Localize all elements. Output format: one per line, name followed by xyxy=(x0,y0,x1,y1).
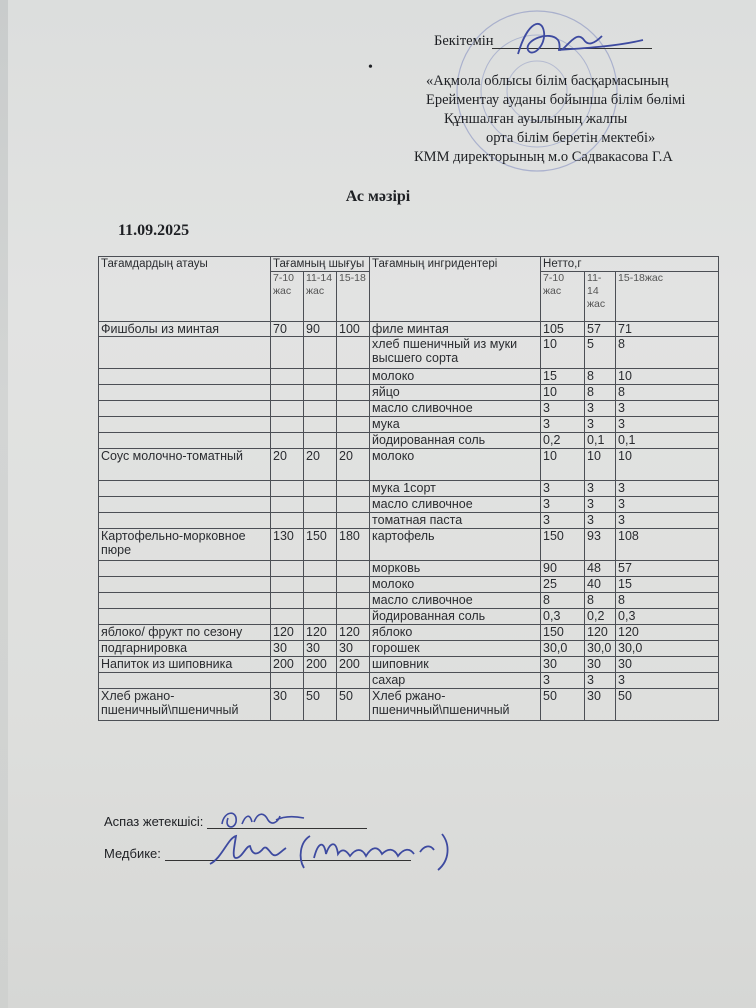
netto-11-14-cell: 8 xyxy=(585,593,616,609)
netto-15-18-cell: 30,0 xyxy=(616,641,719,657)
table-row xyxy=(99,433,719,449)
approval-line-5: КММ директорының м.о Садвакасова Г.А xyxy=(414,149,673,165)
netto-11-14-cell: 40 xyxy=(585,577,616,593)
yield-11-14-cell xyxy=(304,593,337,609)
netto-11-14-cell: 3 xyxy=(585,481,616,497)
yield-7-10-cell: 70 xyxy=(271,322,304,337)
yield-7-10-cell xyxy=(271,385,304,401)
netto-11-14-cell: 5 xyxy=(585,337,616,369)
netto-7-10-cell: 10 xyxy=(541,337,585,369)
netto-11-14-cell: 10 xyxy=(585,449,616,481)
stray-dot: • xyxy=(368,60,373,75)
header-dish: Тағамдардың атауы xyxy=(99,257,271,322)
dish-name-cell: Напиток из шиповника xyxy=(99,657,271,673)
dish-name-cell xyxy=(99,401,271,417)
yield-15-18-cell xyxy=(337,593,370,609)
table-row xyxy=(99,449,719,481)
yield-15-18-cell: 20 xyxy=(337,449,370,481)
ingredient-cell: сахар xyxy=(370,673,541,689)
yield-15-18-cell xyxy=(337,497,370,513)
table-row xyxy=(99,481,719,497)
netto-15-18-cell: 8 xyxy=(616,593,719,609)
header-netto: Нетто,г xyxy=(541,257,719,272)
yield-7-10-cell xyxy=(271,481,304,497)
yield-11-14-cell xyxy=(304,609,337,625)
yield-11-14-cell: 30 xyxy=(304,641,337,657)
yield-7-10-cell xyxy=(271,561,304,577)
yield-15-18-cell xyxy=(337,577,370,593)
ingredient-cell: масло сливочное xyxy=(370,497,541,513)
netto-7-10-cell: 150 xyxy=(541,529,585,561)
yield-7-10-cell: 120 xyxy=(271,625,304,641)
dish-name-cell: подгарнировка xyxy=(99,641,271,657)
dish-name-cell xyxy=(99,577,271,593)
yield-15-18-cell xyxy=(337,673,370,689)
netto-15-18-cell: 108 xyxy=(616,529,719,561)
ingredient-cell: мука 1сорт xyxy=(370,481,541,497)
netto-11-14-cell: 30,0 xyxy=(585,641,616,657)
yield-7-10-cell xyxy=(271,577,304,593)
yield-age-11-14: 11-14 жас xyxy=(304,272,337,322)
menu-table xyxy=(98,256,719,721)
yield-7-10-cell xyxy=(271,369,304,385)
dish-name-cell xyxy=(99,513,271,529)
ingredient-cell: горошек xyxy=(370,641,541,657)
table-row xyxy=(99,625,719,641)
netto-15-18-cell: 0,1 xyxy=(616,433,719,449)
yield-11-14-cell: 150 xyxy=(304,529,337,561)
approval-line-3: Құншалған ауылының жалпы xyxy=(444,111,628,127)
netto-15-18-cell: 3 xyxy=(616,497,719,513)
approval-line-4: орта білім беретін мектебі» xyxy=(486,130,656,146)
yield-11-14-cell xyxy=(304,561,337,577)
dish-name-cell xyxy=(99,369,271,385)
ingredient-cell: молоко xyxy=(370,369,541,385)
netto-7-10-cell: 3 xyxy=(541,401,585,417)
netto-11-14-cell: 93 xyxy=(585,529,616,561)
netto-15-18-cell: 50 xyxy=(616,689,719,721)
netto-11-14-cell: 8 xyxy=(585,385,616,401)
dish-name-cell xyxy=(99,385,271,401)
yield-11-14-cell xyxy=(304,401,337,417)
approval-line-1: «Ақмола облысы білім басқармасының xyxy=(426,73,669,89)
netto-15-18-cell: 10 xyxy=(616,449,719,481)
yield-15-18-cell xyxy=(337,609,370,625)
yield-11-14-cell: 200 xyxy=(304,657,337,673)
yield-11-14-cell: 50 xyxy=(304,689,337,721)
ingredient-cell: масло сливочное xyxy=(370,593,541,609)
netto-11-14-cell: 3 xyxy=(585,513,616,529)
netto-age-15-18: 15-18жас xyxy=(616,272,719,322)
table-row xyxy=(99,657,719,673)
netto-11-14-cell: 0,1 xyxy=(585,433,616,449)
netto-7-10-cell: 10 xyxy=(541,385,585,401)
yield-11-14-cell xyxy=(304,337,337,369)
yield-7-10-cell xyxy=(271,401,304,417)
dish-name-cell xyxy=(99,609,271,625)
netto-11-14-cell: 30 xyxy=(585,657,616,673)
netto-age-7-10: 7-10 жас xyxy=(541,272,585,322)
netto-7-10-cell: 30,0 xyxy=(541,641,585,657)
netto-15-18-cell: 3 xyxy=(616,417,719,433)
yield-7-10-cell xyxy=(271,417,304,433)
netto-age-11-14: 11-14 жас xyxy=(585,272,616,322)
netto-11-14-cell: 120 xyxy=(585,625,616,641)
yield-11-14-cell xyxy=(304,481,337,497)
yield-15-18-cell xyxy=(337,401,370,417)
ingredient-cell: яйцо xyxy=(370,385,541,401)
dish-name-cell xyxy=(99,481,271,497)
netto-7-10-cell: 50 xyxy=(541,689,585,721)
dish-name-cell xyxy=(99,417,271,433)
netto-7-10-cell: 25 xyxy=(541,577,585,593)
ingredient-cell: масло сливочное xyxy=(370,401,541,417)
dish-name-cell xyxy=(99,593,271,609)
netto-7-10-cell: 3 xyxy=(541,497,585,513)
ingredient-cell: шиповник xyxy=(370,657,541,673)
netto-7-10-cell: 0,3 xyxy=(541,609,585,625)
netto-7-10-cell: 3 xyxy=(541,481,585,497)
netto-15-18-cell: 3 xyxy=(616,513,719,529)
table-row xyxy=(99,337,719,369)
table-row xyxy=(99,369,719,385)
yield-11-14-cell xyxy=(304,497,337,513)
netto-11-14-cell: 57 xyxy=(585,322,616,337)
dish-name-cell xyxy=(99,433,271,449)
yield-7-10-cell xyxy=(271,673,304,689)
table-row xyxy=(99,641,719,657)
table-row xyxy=(99,513,719,529)
netto-7-10-cell: 0,2 xyxy=(541,433,585,449)
table-row xyxy=(99,529,719,561)
netto-11-14-cell: 8 xyxy=(585,369,616,385)
yield-11-14-cell xyxy=(304,673,337,689)
yield-15-18-cell xyxy=(337,561,370,577)
yield-7-10-cell xyxy=(271,337,304,369)
yield-11-14-cell xyxy=(304,577,337,593)
yield-15-18-cell xyxy=(337,385,370,401)
table-row xyxy=(99,385,719,401)
yield-11-14-cell xyxy=(304,433,337,449)
ingredient-cell: филе минтая xyxy=(370,322,541,337)
chef-label: Аспаз жетекшісі: xyxy=(104,814,204,829)
yield-7-10-cell xyxy=(271,609,304,625)
ingredient-cell: Хлеб ржано-пшеничный\пшеничный xyxy=(370,689,541,721)
menu-date: 11.09.2025 xyxy=(118,222,190,239)
table-row xyxy=(99,322,719,337)
netto-15-18-cell: 30 xyxy=(616,657,719,673)
netto-11-14-cell: 3 xyxy=(585,497,616,513)
yield-11-14-cell xyxy=(304,385,337,401)
yield-age-7-10: 7-10 жас xyxy=(271,272,304,322)
yield-11-14-cell: 120 xyxy=(304,625,337,641)
dish-name-cell xyxy=(99,673,271,689)
yield-7-10-cell: 30 xyxy=(271,641,304,657)
ingredient-cell: йодированная соль xyxy=(370,433,541,449)
page-title: Ас мәзірі xyxy=(345,188,411,205)
yield-7-10-cell xyxy=(271,433,304,449)
netto-15-18-cell: 10 xyxy=(616,369,719,385)
yield-11-14-cell: 20 xyxy=(304,449,337,481)
yield-15-18-cell: 200 xyxy=(337,657,370,673)
nurse-signature-icon xyxy=(206,828,456,874)
yield-15-18-cell: 120 xyxy=(337,625,370,641)
yield-11-14-cell xyxy=(304,513,337,529)
yield-11-14-cell xyxy=(304,369,337,385)
yield-15-18-cell xyxy=(337,417,370,433)
ingredient-cell: йодированная соль xyxy=(370,609,541,625)
table-row xyxy=(99,401,719,417)
netto-7-10-cell: 3 xyxy=(541,673,585,689)
approval-label: Бекітемін xyxy=(434,33,494,49)
yield-7-10-cell: 200 xyxy=(271,657,304,673)
dish-name-cell: Хлеб ржано-пшеничный\пшеничный xyxy=(99,689,271,721)
table-row xyxy=(99,609,719,625)
table-row xyxy=(99,577,719,593)
ingredient-cell: яблоко xyxy=(370,625,541,641)
yield-11-14-cell: 90 xyxy=(304,322,337,337)
netto-15-18-cell: 3 xyxy=(616,481,719,497)
netto-7-10-cell: 8 xyxy=(541,593,585,609)
netto-11-14-cell: 3 xyxy=(585,401,616,417)
netto-7-10-cell: 150 xyxy=(541,625,585,641)
table-row xyxy=(99,689,719,721)
yield-15-18-cell xyxy=(337,513,370,529)
netto-15-18-cell: 3 xyxy=(616,401,719,417)
netto-11-14-cell: 0,2 xyxy=(585,609,616,625)
netto-11-14-cell: 30 xyxy=(585,689,616,721)
netto-11-14-cell: 3 xyxy=(585,417,616,433)
approval-line-2: Ерейментау ауданы бойынша білім бөлімі xyxy=(426,92,686,108)
yield-15-18-cell: 30 xyxy=(337,641,370,657)
netto-15-18-cell: 71 xyxy=(616,322,719,337)
yield-7-10-cell xyxy=(271,497,304,513)
yield-15-18-cell: 180 xyxy=(337,529,370,561)
ingredient-cell: молоко xyxy=(370,577,541,593)
yield-age-15-18: 15-18 xyxy=(337,272,370,322)
yield-15-18-cell: 100 xyxy=(337,322,370,337)
netto-7-10-cell: 10 xyxy=(541,449,585,481)
netto-7-10-cell: 90 xyxy=(541,561,585,577)
director-signature-icon xyxy=(498,10,648,70)
netto-7-10-cell: 3 xyxy=(541,417,585,433)
dish-name-cell: Картофельно-морковное пюре xyxy=(99,529,271,561)
dish-name-cell: Соус молочно-томатный xyxy=(99,449,271,481)
yield-15-18-cell xyxy=(337,369,370,385)
netto-7-10-cell: 105 xyxy=(541,322,585,337)
dish-name-cell: яблоко/ фрукт по сезону xyxy=(99,625,271,641)
netto-7-10-cell: 15 xyxy=(541,369,585,385)
netto-15-18-cell: 8 xyxy=(616,385,719,401)
dish-name-cell xyxy=(99,561,271,577)
table-row xyxy=(99,593,719,609)
yield-7-10-cell: 130 xyxy=(271,529,304,561)
ingredient-cell: хлеб пшеничный из муки высшего сорта xyxy=(370,337,541,369)
netto-15-18-cell: 57 xyxy=(616,561,719,577)
netto-11-14-cell: 3 xyxy=(585,673,616,689)
table-row xyxy=(99,561,719,577)
yield-7-10-cell: 30 xyxy=(271,689,304,721)
netto-15-18-cell: 0,3 xyxy=(616,609,719,625)
ingredient-cell: мука xyxy=(370,417,541,433)
netto-7-10-cell: 30 xyxy=(541,657,585,673)
yield-11-14-cell xyxy=(304,417,337,433)
netto-15-18-cell: 8 xyxy=(616,337,719,369)
ingredient-cell: морковь xyxy=(370,561,541,577)
netto-7-10-cell: 3 xyxy=(541,513,585,529)
yield-7-10-cell xyxy=(271,593,304,609)
dish-name-cell xyxy=(99,337,271,369)
yield-15-18-cell: 50 xyxy=(337,689,370,721)
dish-name-cell: Фишболы из минтая xyxy=(99,322,271,337)
yield-7-10-cell xyxy=(271,513,304,529)
ingredient-cell: томатная паста xyxy=(370,513,541,529)
header-ingredients: Тағамның ингридентері xyxy=(370,257,541,322)
table-header-row xyxy=(99,257,719,272)
netto-15-18-cell: 3 xyxy=(616,673,719,689)
netto-15-18-cell: 15 xyxy=(616,577,719,593)
table-row xyxy=(99,497,719,513)
ingredient-cell: молоко xyxy=(370,449,541,481)
dish-name-cell xyxy=(99,497,271,513)
table-row xyxy=(99,417,719,433)
yield-15-18-cell xyxy=(337,481,370,497)
yield-7-10-cell: 20 xyxy=(271,449,304,481)
table-row xyxy=(99,673,719,689)
netto-11-14-cell: 48 xyxy=(585,561,616,577)
menu-table-body xyxy=(99,322,719,721)
header-yield: Тағамның шығуы xyxy=(271,257,370,272)
yield-15-18-cell xyxy=(337,337,370,369)
netto-15-18-cell: 120 xyxy=(616,625,719,641)
nurse-label: Медбике: xyxy=(104,846,161,861)
ingredient-cell: картофель xyxy=(370,529,541,561)
yield-15-18-cell xyxy=(337,433,370,449)
